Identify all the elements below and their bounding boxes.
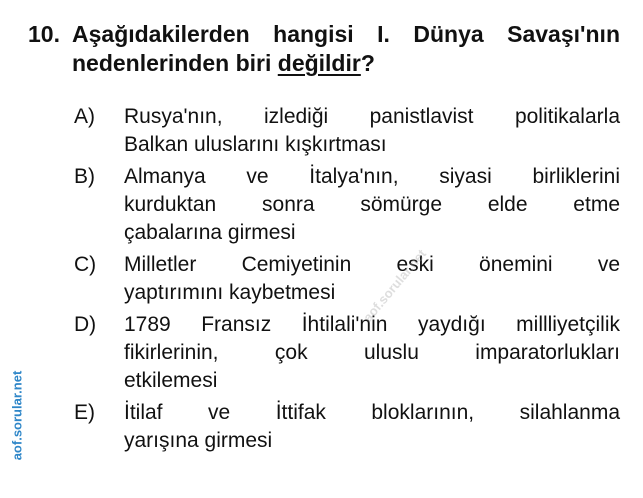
watermark-side: aof.sorular.net: [9, 370, 25, 461]
option-line: yaptırımını kaybetmesi: [124, 281, 336, 304]
option-letter: D): [74, 313, 97, 336]
option-line: etkilemesi: [124, 369, 218, 392]
question-negation-word: değildir: [277, 50, 361, 76]
question-number: 10.: [28, 21, 60, 47]
option-line: Balkan uluslarını kışkırtması: [124, 133, 387, 156]
question-stem-line-2: [72, 49, 620, 78]
option-d[interactable]: [74, 311, 622, 395]
option-letter: A): [74, 105, 95, 128]
option-a[interactable]: [74, 103, 622, 159]
option-text: [124, 103, 620, 159]
watermark-center: aof.sorular.net: [360, 246, 430, 325]
option-text: [124, 163, 620, 247]
option-letter: E): [74, 401, 95, 424]
option-line: İtilaf ve İttifak bloklarının, silahlanma: [124, 401, 620, 424]
option-line: çabalarına girmesi: [124, 221, 296, 244]
question-stem: [72, 20, 620, 78]
option-letter: B): [74, 165, 95, 188]
option-line: 1789 Fransız İhtilali'nin yaydığı millliyetçilik: [124, 313, 620, 336]
option-line: yarışına girmesi: [124, 429, 273, 452]
answer-options: [74, 103, 622, 459]
option-letter: C): [74, 253, 97, 276]
option-line: Rusya'nın, izlediği panistlavist politikalarla: [124, 105, 620, 128]
option-c[interactable]: [74, 251, 622, 307]
option-line: Milletler Cemiyetinin eski önemini ve: [124, 253, 620, 276]
option-line: Almanya ve İtalya'nın, siyasi birliklerini: [124, 165, 620, 188]
question-stem-line-1: Aşağıdakilerden hangisi I. Dünya Savaşı'nın: [72, 21, 620, 47]
question-mark: ?: [360, 50, 375, 76]
option-line: fikirlerinin, çok uluslu imparatorlukları: [124, 341, 620, 364]
option-b[interactable]: [74, 163, 622, 247]
option-line: kurduktan sonra sömürge elde etme: [124, 193, 620, 216]
question-stem-text: nedenlerinden biri: [72, 50, 278, 76]
option-text: [124, 399, 620, 455]
option-e[interactable]: [74, 399, 622, 455]
